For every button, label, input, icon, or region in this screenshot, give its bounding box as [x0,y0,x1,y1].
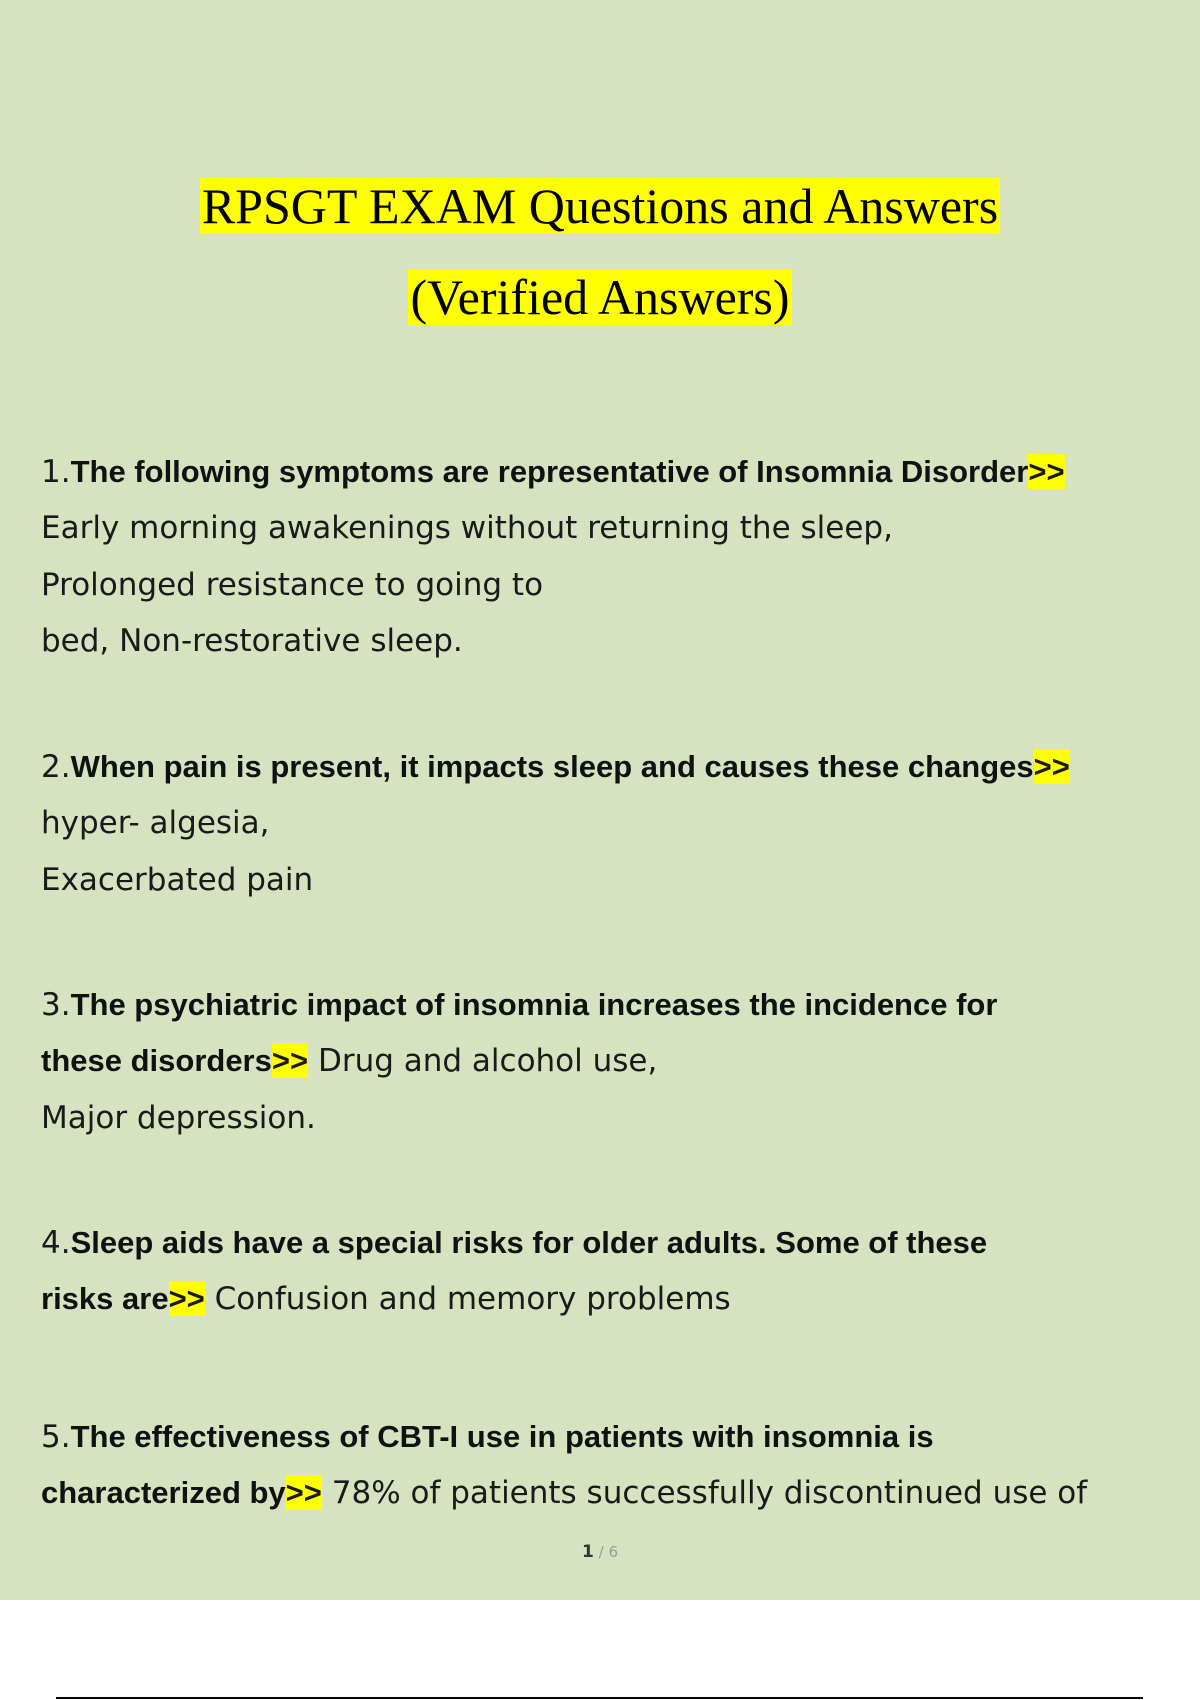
question-4-line-1 [41,1223,987,1263]
question-3-text-cont: these disorders [41,1043,272,1078]
question-5-line-2 [41,1473,1087,1513]
page-number-indicator [0,1542,1200,1562]
question-1-marker: >> [1028,454,1065,489]
answer-3-inline: Drug and alcohol use, [308,1043,658,1079]
question-4-number: 4. [41,1225,71,1261]
question-2-marker: >> [1033,749,1070,784]
question-4-text-cont: risks are [41,1281,169,1316]
document-title-line-1: RPSGT EXAM Questions and Answers [201,178,999,234]
answer-3-line-1: Major depression. [41,1100,316,1136]
question-5-text-cont: characterized by [41,1475,286,1510]
question-5-line-1 [41,1417,934,1457]
question-3-number: 3. [41,987,71,1023]
question-4-marker: >> [168,1281,205,1316]
page-separator: / [593,1543,609,1561]
question-4-text: Sleep aids have a special risks for older adults. Some of these [70,1225,988,1260]
question-3-marker: >> [271,1043,309,1078]
question-3-text: The psychiatric impact of insomnia increases the incidence for [70,987,998,1022]
question-2-number: 2. [41,749,71,785]
document-title-line-2: (Verified Answers) [410,269,790,325]
question-1-text: The following symptoms are representative of Insomnia Disorder [70,454,1029,489]
question-3-line-1 [41,985,997,1025]
answer-5-inline: 78% of patients successfully discontinued use of [321,1475,1088,1511]
page-current: 1 [582,1542,594,1562]
question-2-line [41,747,1070,787]
page-divider [56,1697,1143,1699]
question-4-line-2 [41,1279,731,1319]
question-5-marker: >> [285,1475,322,1510]
answer-2-line-2: Exacerbated pain [41,862,314,898]
question-1-number: 1. [41,454,71,490]
page-total: 6 [608,1543,618,1561]
question-2-text: When pain is present, it impacts sleep and causes these changes [70,749,1034,784]
answer-1-line-1: Early morning awakenings without returning the sleep, [41,510,893,546]
question-1-line [41,452,1065,492]
answer-1-line-3: bed, Non-restorative sleep. [41,623,463,659]
question-3-line-2 [41,1041,657,1081]
question-5-number: 5. [41,1419,71,1455]
answer-1-line-2: Prolonged resistance to going to [41,567,544,603]
question-5-text: The effectiveness of CBT-I use in patients with insomnia is [70,1419,934,1454]
answer-2-line-1: hyper- algesia, [41,805,270,841]
answer-4-inline: Confusion and memory problems [204,1281,731,1317]
